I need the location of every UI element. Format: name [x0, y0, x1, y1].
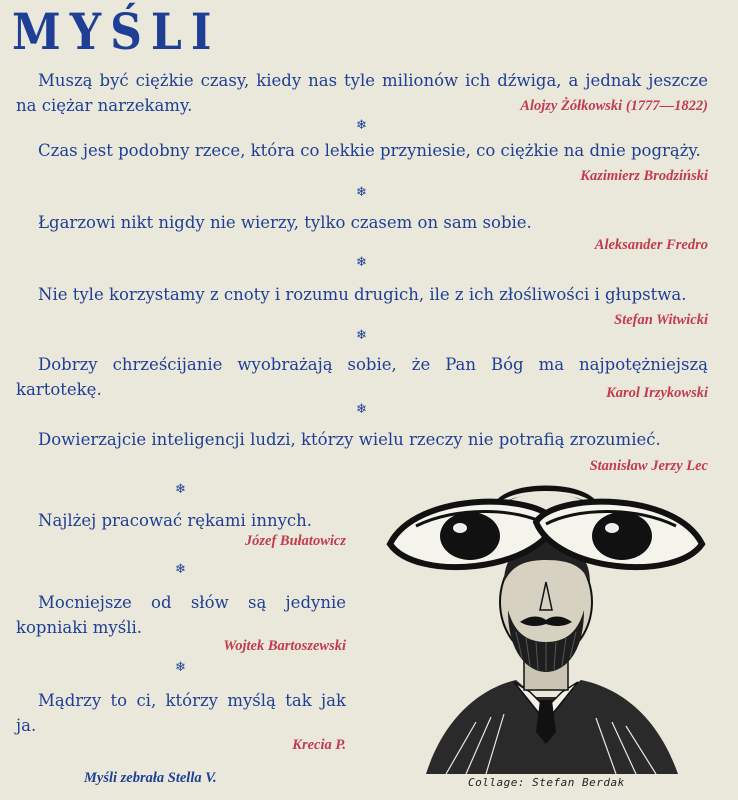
quote-author: Krecia P. [292, 737, 346, 753]
collage-credit: Collage: Stefan Berdak [468, 776, 625, 789]
quote-text: Mocniejsze od słów są jedynie kopniaki myśli. [16, 593, 346, 637]
quote-author: Stefan Witwicki [614, 312, 708, 328]
snowflake-separator-icon: ❄ [356, 118, 367, 133]
quote-author: Wojtek Bartoszewski [223, 638, 346, 654]
page-title: MYŚLI [12, 4, 221, 62]
quote-text: Czas jest podobny rzece, która co lekkie przyniesie, co ciężkie na dnie pogrąży. [38, 141, 701, 160]
snowflake-separator-icon: ❄ [356, 185, 367, 200]
snowflake-separator-icon: ❄ [356, 255, 367, 270]
quote-author: Stanisław Jerzy Lec [589, 458, 708, 474]
quote-text: Nie tyle korzystamy z cnoty i rozumu drugich, ile z ich złośliwości i głupstwa. [38, 285, 687, 304]
quote-text: Muszą być ciężkie czasy, kiedy nas tyle milionów ich dźwiga, a jednak jeszcze na ciężar narzekamy. [16, 71, 708, 115]
quote-text: Dowierzajcie inteligencji ludzi, którzy wielu rzeczy nie potrafią zrozumieć. [38, 430, 661, 449]
snowflake-separator-icon: ❄ [356, 328, 367, 343]
snowflake-separator-icon: ❄ [175, 482, 186, 497]
snowflake-separator-icon: ❄ [356, 402, 367, 417]
quote-author: Karol Irzykowski [606, 385, 708, 401]
quote-text: Dobrzy chrześcijanie wyobrażają sobie, że Pan Bóg ma najpotężniejszą kartotekę. [16, 355, 708, 399]
quote-author: Kazimierz Brodziński [580, 168, 708, 184]
snowflake-separator-icon: ❄ [175, 562, 186, 577]
quote-text: Najlżej pracować rękami innych. [38, 511, 313, 530]
snowflake-separator-icon: ❄ [175, 660, 186, 675]
quote-author: Józef Bułatowicz [244, 533, 346, 549]
compiled-by-credit: Myśli zebrała Stella V. [84, 770, 217, 786]
quote-author: Aleksander Fredro [594, 237, 708, 253]
collage-illustration [386, 482, 706, 774]
quote-author: Alojzy Żółkowski (1777—1822) [520, 98, 708, 114]
quote-text: Łgarzowi nikt nigdy nie wierzy, tylko czasem on sam sobie. [38, 213, 532, 232]
quote-text: Mądrzy to ci, którzy myślą tak jak ja. [16, 691, 346, 735]
